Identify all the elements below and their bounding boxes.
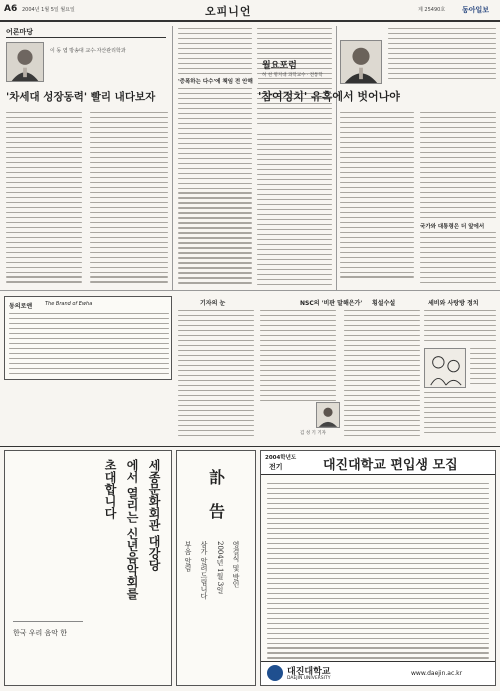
ad-logo-english: DAEJIN UNIVERSITY: [287, 676, 331, 681]
university-ad: [260, 450, 496, 686]
column-label: 기자의 눈: [200, 300, 226, 307]
body-text: [6, 112, 82, 286]
notice-char: 訃: [209, 468, 226, 487]
body-text: [178, 310, 254, 440]
forum-label: 월요포럼: [262, 61, 297, 71]
body-text: [260, 310, 336, 405]
body-text: [344, 310, 420, 440]
column-headline: '차세대 성장동력' 빨리 내다보자: [6, 91, 156, 103]
ad-vertical-line: 세종문화회관 대강당: [147, 459, 161, 572]
body-text: [178, 28, 252, 287]
ad-details: [267, 483, 489, 662]
reporter-photo: [316, 402, 340, 428]
body-text: [424, 310, 496, 345]
notice-line: 삼가 알려드립니다: [200, 541, 208, 600]
forum-byline: 허 천 명지대 과학교수 · 전통학: [262, 73, 323, 78]
body-text: [90, 112, 168, 286]
ad-table: [9, 313, 169, 378]
label-rule: [6, 37, 166, 38]
ad-brand: 동의로앤: [9, 303, 33, 310]
author-byline: 이 동 엽 방송대 교수·자산관리학과: [50, 48, 126, 54]
notice-char: 告: [209, 502, 226, 521]
notice-line: 부음 알림: [184, 541, 192, 572]
page-number: A6: [4, 4, 18, 14]
reporter-byline: 김 성 기 기자: [300, 431, 327, 436]
notice-line: 2004년 1월 3일: [216, 541, 224, 594]
notice-line: 영결식 및 발인: [232, 541, 240, 588]
column-label: 세비와 사랑방 정치: [428, 300, 479, 307]
ad-footer: [261, 661, 495, 685]
ad-year: 2004학년도: [265, 455, 297, 461]
column-label: NSC의 '비판 말해은가': [300, 300, 363, 307]
body-text: [340, 112, 414, 281]
issue-date: 2004년 1월 5일 월요일: [22, 7, 75, 13]
ad-header: [261, 451, 495, 475]
promo-ad: [4, 296, 172, 380]
column-subhead: '증폭하는 다수'에 책임 전 안해: [178, 77, 258, 85]
cartoon-illustration: [424, 348, 466, 388]
ad-footer: 한국 우리 음악 한: [13, 621, 83, 677]
newspaper-brand: 동아일보: [462, 6, 490, 14]
body-text: [420, 112, 496, 222]
body-text: [257, 134, 332, 289]
portrait-icon: [317, 403, 339, 427]
column-rule: [172, 26, 173, 290]
concert-ad: [4, 450, 172, 686]
ad-logo-text: 대진대학교: [287, 667, 331, 677]
section-title: 오피니언: [205, 5, 252, 18]
obituary-notice: [176, 450, 256, 686]
cartoon-icon: [425, 349, 465, 387]
body-text: [470, 348, 496, 388]
ad-website: www.daejin.ac.kr: [411, 670, 463, 677]
ad-vertical-line: 초대합니다: [103, 459, 117, 519]
column-label: 횡설수설: [372, 300, 396, 307]
ad-vertical-line: 에서 열리는 신년음악회를: [125, 459, 139, 600]
column-rule: [336, 26, 337, 290]
body-text: [424, 392, 496, 437]
ad-rule: [0, 446, 500, 447]
ad-season: 전기: [269, 463, 283, 471]
forum-author-photo: [340, 40, 382, 84]
body-text: [420, 232, 496, 287]
ad-title: 대진대학교 편입생 모집: [323, 458, 458, 473]
issue-number: 제 25490호: [418, 7, 446, 13]
portrait-icon: [341, 41, 381, 83]
author-photo: [6, 42, 44, 82]
page-header: [0, 0, 500, 22]
forum-headline: '참여정치' 유혹에서 벗어나야: [258, 90, 400, 103]
body-text: [388, 28, 496, 83]
forum-subhead: 국가와 대통령은 더 앞에서: [420, 224, 485, 230]
portrait-icon: [7, 43, 43, 81]
ad-tagline: The Brand of Ewha: [45, 301, 93, 307]
university-logo-icon: [267, 665, 283, 681]
column-label: 어론마당: [6, 28, 34, 36]
section-rule: [0, 290, 500, 291]
